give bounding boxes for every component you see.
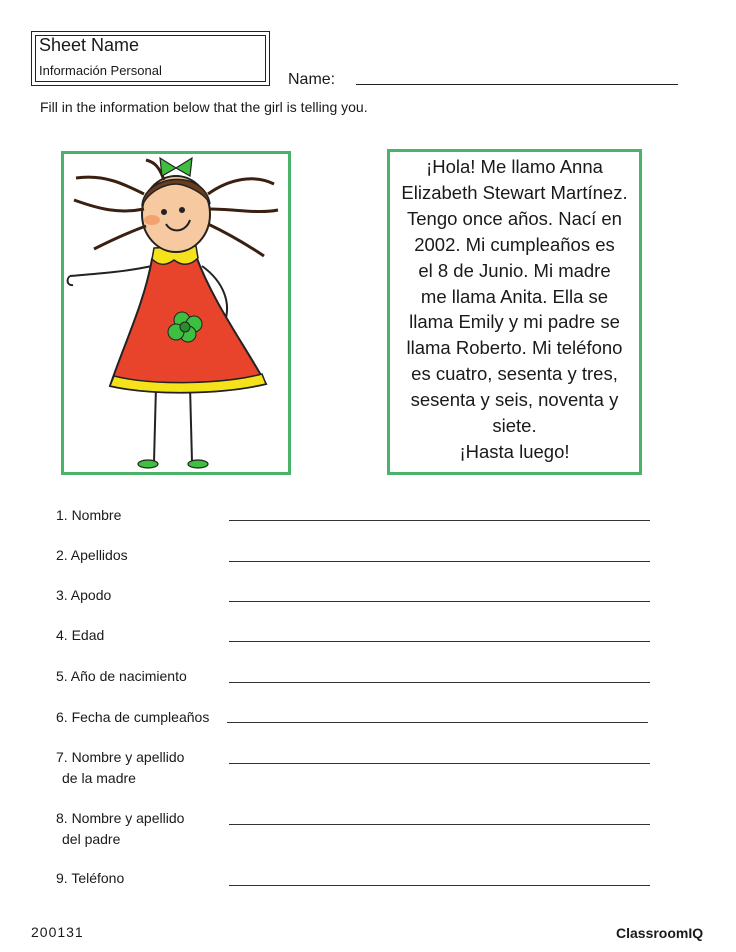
name-write-line[interactable] bbox=[356, 84, 678, 85]
answer-line-telefono[interactable] bbox=[229, 885, 650, 886]
girl-illustration-frame bbox=[61, 151, 291, 475]
speech-line: sesenta y seis, noventa y bbox=[410, 389, 619, 411]
speech-line: Tengo once años. Nací en bbox=[407, 207, 622, 229]
instructions-text: Fill in the information below that the girl is telling you. bbox=[40, 99, 368, 115]
question-label-telefono: 9. Teléfono bbox=[56, 870, 125, 886]
question-label-edad: 4. Edad bbox=[56, 627, 105, 643]
brand-logo-text: ClassroomIQ bbox=[616, 925, 704, 941]
speech-line: siete. bbox=[492, 415, 537, 437]
answer-line-ano-nacimiento[interactable] bbox=[229, 682, 650, 683]
answer-line-madre[interactable] bbox=[229, 763, 650, 764]
speech-line: llama Emily y mi padre se bbox=[409, 311, 620, 333]
question-label-madre: 7. Nombre y apellido de la madre bbox=[56, 749, 185, 786]
question-label-padre: 8. Nombre y apellido del padre bbox=[56, 810, 185, 847]
question-label-nombre: 1. Nombre bbox=[56, 507, 122, 523]
speech-line: 2002. Mi cumpleaños es bbox=[414, 233, 615, 255]
question-label-fecha-cumpleanos: 6. Fecha de cumpleaños bbox=[56, 709, 210, 725]
answer-line-apodo[interactable] bbox=[229, 601, 650, 602]
answer-line-padre[interactable] bbox=[229, 824, 650, 825]
girl-cartoon-illustration bbox=[64, 154, 288, 472]
speech-line: es cuatro, sesenta y tres, bbox=[411, 363, 618, 385]
speech-line: ¡Hola! Me llamo Anna bbox=[426, 156, 603, 177]
answer-line-apellidos[interactable] bbox=[229, 561, 650, 562]
sheet-subtitle: Información Personal bbox=[39, 63, 162, 78]
question-label-apodo: 3. Apodo bbox=[56, 587, 112, 603]
speech-line: el 8 de Junio. Mi madre bbox=[418, 259, 611, 281]
answer-line-nombre[interactable] bbox=[229, 520, 650, 521]
answer-line-edad[interactable] bbox=[229, 641, 650, 642]
speech-text-box bbox=[387, 149, 642, 475]
speech-line: me llama Anita. Ella se bbox=[420, 285, 609, 307]
speech-line: Elizabeth Stewart Martínez. bbox=[401, 181, 628, 203]
question-label-apellidos: 2. Apellidos bbox=[56, 547, 128, 563]
sheet-title: Sheet Name bbox=[39, 35, 140, 55]
speech-line: ¡Hasta luego! bbox=[459, 440, 570, 462]
sheet-id: 200131 bbox=[31, 924, 84, 940]
sheet-name-box bbox=[31, 31, 270, 86]
speech-line: llama Roberto. Mi teléfono bbox=[406, 337, 623, 359]
answer-line-fecha-cumpleanos[interactable] bbox=[227, 722, 648, 723]
name-label: Name: bbox=[288, 71, 336, 88]
question-label-ano-nacimiento: 5. Año de nacimiento bbox=[56, 668, 187, 684]
